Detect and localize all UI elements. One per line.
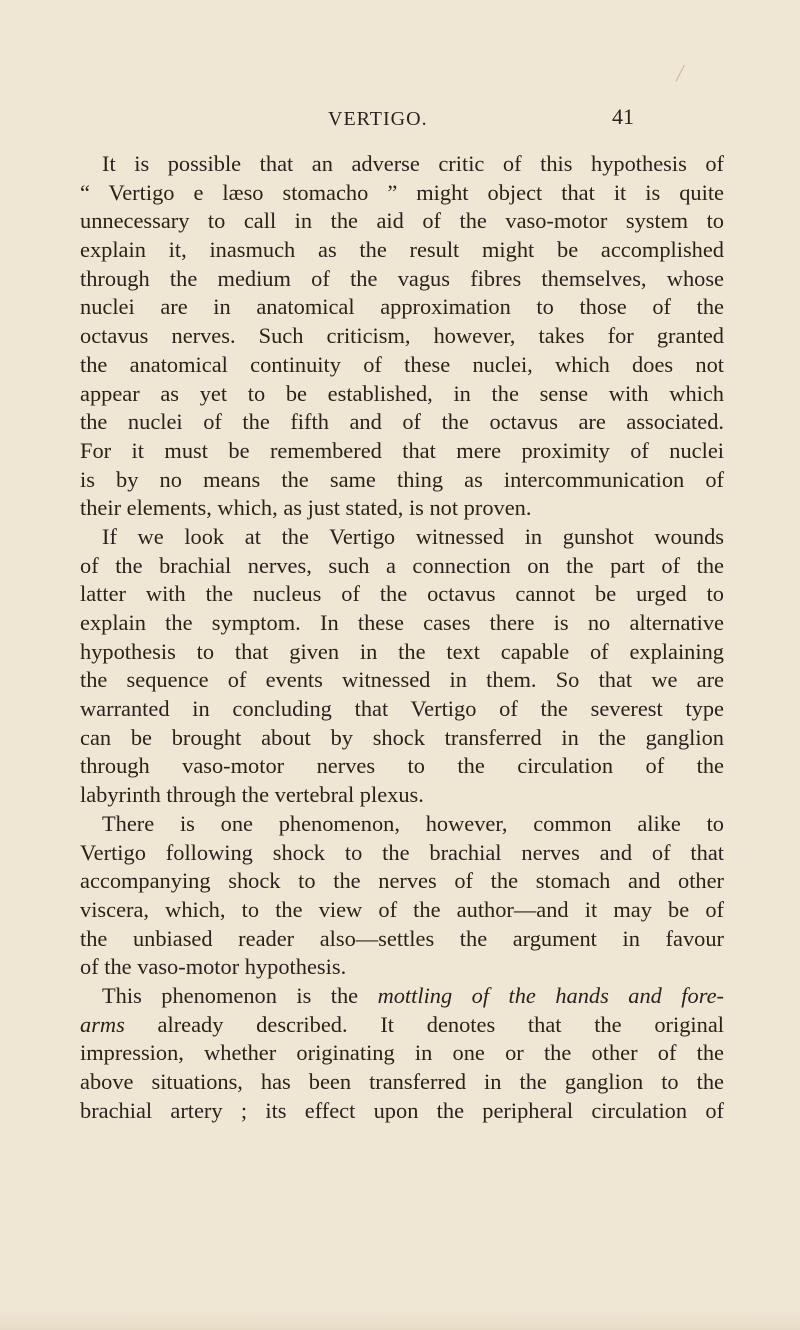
text-segment: above situations, has been transferred in the ganglion to the	[80, 1069, 724, 1094]
text-segment: If we look at the Vertigo witnessed in gunshot wounds	[102, 523, 724, 549]
text-line	[80, 867, 724, 896]
text-line	[80, 1011, 724, 1040]
text-segment: impression, whether originating in one or the other of the	[80, 1040, 724, 1066]
text-segment: through vaso-motor nerves to the circulation of the	[80, 753, 724, 779]
text-segment: the sequence of events witnessed in them. So that we are	[80, 667, 724, 693]
text-segment: their elements, which, as just stated, is not proven.	[80, 495, 532, 521]
text-segment: For it must be remembered that mere proximity of nuclei	[80, 437, 724, 463]
text-line	[80, 781, 724, 810]
text-segment: of the vaso-motor hypothesis.	[80, 954, 347, 980]
text-line	[80, 1068, 724, 1097]
page-bottom-edge	[0, 1310, 800, 1330]
text-line	[80, 236, 724, 265]
text-segment: labyrinth through the vertebral plexus.	[80, 782, 424, 808]
text-line	[80, 179, 724, 208]
text-line	[80, 1039, 724, 1068]
text-segment: appear as yet to be established, in the sense with which	[80, 380, 724, 406]
text-segment: unnecessary to call in the aid of the vaso-motor system to	[80, 208, 724, 234]
text-segment: is by no means the same thing as intercommunication of	[80, 466, 724, 492]
text-line	[80, 896, 724, 925]
text-segment: It is possible that an adverse critic of this hypothesis of	[102, 151, 724, 176]
text-segment: through the medium of the vagus fibres themselves, whose	[80, 265, 724, 291]
text-segment: brachial artery ; its effect upon the peripheral circulation of	[80, 1097, 724, 1123]
text-segment: Vertigo following shock to the brachial nerves and of that	[80, 839, 724, 865]
text-line	[80, 925, 724, 954]
text-line	[80, 982, 724, 1011]
text-line	[80, 609, 724, 638]
text-line	[80, 322, 724, 351]
text-line	[80, 1097, 724, 1126]
text-line	[80, 953, 724, 982]
text-segment: explain the symptom. In these cases there is no alternative	[80, 610, 724, 635]
text-line	[80, 408, 724, 437]
text-line	[80, 466, 724, 495]
text-line	[80, 638, 724, 667]
text-line	[80, 839, 724, 868]
text-line	[80, 666, 724, 695]
text-line	[80, 724, 724, 753]
italic-text-segment: arms	[80, 1011, 125, 1037]
text-segment: “ Vertigo e læso stomacho ” might object that it is quite	[80, 179, 724, 205]
text-line	[80, 150, 724, 179]
text-segment: the anatomical continuity of these nuclei, which does not	[80, 351, 724, 377]
text-line	[80, 265, 724, 294]
text-line	[80, 351, 724, 380]
running-head	[0, 104, 800, 140]
text-line	[80, 207, 724, 236]
body-text	[80, 150, 724, 1125]
page-number: 41	[612, 104, 634, 129]
text-line	[80, 552, 724, 581]
text-segment: This phenomenon is the	[102, 982, 378, 1008]
text-segment: accompanying shock to the nerves of the stomach and other	[80, 868, 724, 894]
text-segment: of the brachial nerves, such a connection on the part of the	[80, 552, 724, 578]
text-segment: the nuclei of the fifth and of the octavus are associated.	[80, 409, 724, 435]
text-segment: octavus nerves. Such criticism, however, takes for granted	[80, 323, 724, 349]
text-line	[80, 437, 724, 466]
text-segment: nuclei are in anatomical approximation to those of the	[80, 294, 724, 320]
text-segment: viscera, which, to the view of the author—and it may be of	[80, 896, 724, 922]
text-segment: can be brought about by shock transferred in the ganglion	[80, 724, 724, 750]
text-line	[80, 523, 724, 552]
italic-text-segment: mottling of the hands and fore-	[377, 982, 724, 1008]
text-line	[80, 293, 724, 322]
text-line	[80, 752, 724, 781]
text-line	[80, 494, 724, 523]
text-line	[80, 810, 724, 839]
page-corner-mark: ╱	[676, 67, 685, 82]
text-segment: latter with the nucleus of the octavus cannot be urged to	[80, 581, 724, 607]
text-line	[80, 380, 724, 409]
text-segment: warranted in concluding that Vertigo of the severest type	[80, 696, 724, 722]
text-segment: explain it, inasmuch as the result might be accomplished	[80, 237, 724, 263]
text-segment: hypothesis to that given in the text capable of explaining	[80, 638, 724, 664]
text-segment: There is one phenomenon, however, common alike to	[102, 810, 724, 836]
text-line	[80, 580, 724, 609]
running-title: VERTIGO.	[328, 108, 428, 130]
text-segment: the unbiased reader also—settles the argument in favour	[80, 925, 724, 951]
text-line	[80, 695, 724, 724]
text-segment: already described. It denotes that the original	[124, 1011, 724, 1037]
